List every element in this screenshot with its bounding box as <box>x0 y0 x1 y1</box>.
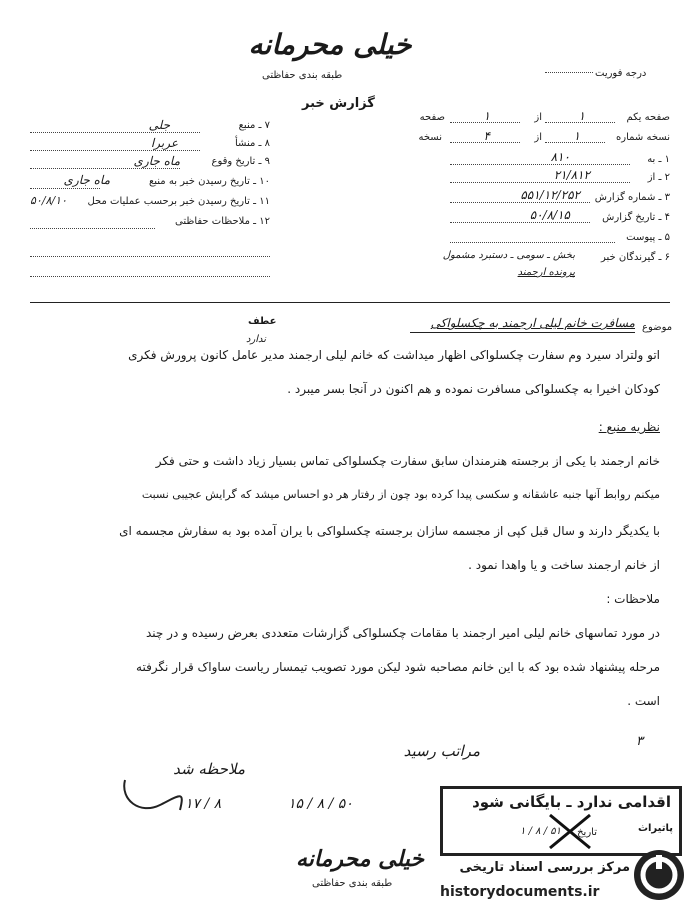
field-source: ۷ ـ منبع جلی <box>30 120 270 140</box>
header-divider <box>30 302 670 303</box>
stamp-date-label: تاریخ <box>577 827 597 838</box>
note-date: ۱۵ / ۸ / ۵۰ <box>288 796 353 812</box>
field-recipients: ۶ ـ گیرندگان خبر بخش ـ سومی ـ دستبرد مشمول <box>442 250 670 263</box>
priority-label: درجه فوریت <box>595 68 647 79</box>
subject-underline <box>410 332 635 333</box>
document-title: گزارش خبر <box>302 96 375 111</box>
stamp-date-value: ۵۱ / ۸ / ۱ <box>520 826 561 837</box>
field-to: ۱ ـ به ۸۱۰ <box>390 154 670 172</box>
field-copy: نسخه شماره ۱ از ۴ نسخه <box>418 129 670 143</box>
field-origin: ۸ ـ منشأ عربرا <box>30 138 270 158</box>
field-occurrence-date: ۹ ـ تاریخ وقوع ماه جاری <box>30 156 270 176</box>
archive-logo-icon <box>634 850 684 900</box>
body-line: از خانم ارجمند ساخت و یا واهدا نمود . <box>468 558 660 572</box>
body-line: با یکدیگر دارند و سال قبل کپی از مجسمه سازان برجسته چکسلواکی با یران آمده بود به سفارش مجسمه ای <box>119 524 660 538</box>
field-source-receipt-date: ۱۰ ـ تاریخ رسیدن خبر به منبع ماه جاری <box>30 176 270 196</box>
field-report-number: ۳ ـ شماره گزارش ۵۵۱/۱۲/۲۵۲ <box>390 192 670 210</box>
security-level-label: طبقه بندی حفاظتی <box>262 70 343 81</box>
subject-text: مسافرت خانم لیلی ارجمند به چکسلواکی <box>430 316 635 330</box>
handwritten-note: مراتب رسید <box>403 742 480 760</box>
stamp-text: اقدامی ندارد ـ بایگانی شود <box>472 793 671 811</box>
body-line: کودکان اخیرا به چکسلواکی مسافرت نموده و هم اکنون در آنجا بسر میبرد . <box>287 382 660 396</box>
priority-dots <box>545 72 593 73</box>
stamp-cross-mark <box>545 810 595 852</box>
field-attachment: ۵ ـ پیوست <box>390 232 670 250</box>
source-opinion-heading: نظریه منبع : <box>598 420 660 434</box>
reference-value: ندارد <box>246 334 267 345</box>
field-page: صفحه یکم ۱ از ۱ صفحه <box>419 109 670 123</box>
signature-scribble <box>120 770 190 820</box>
page-mark: ۳ <box>636 734 643 749</box>
body-line: اتو ولتراد سیرد وم سفارت چکسلواکی اظهار میداشت که خانم لیلی ارجمند مدیر عامل کانون پرورش فکری <box>128 348 660 362</box>
field-recipients-cont: پرونده ارجمند <box>517 267 575 278</box>
classification-top: خیلی محرمانه <box>248 28 412 61</box>
body-line: میکنم روابط آنها جنبه عاشقانه و سکسی پیدا کرده بود چون از رفتار هر دو احساس میشد که گرایش عجیبی نسبت <box>141 488 660 501</box>
field-from: ۲ ـ از ۲۱/۸۱۲ <box>390 172 670 190</box>
field-security-notes: ۱۲ ـ ملاحظات حفاظتی <box>30 216 270 236</box>
body-line: در مورد تماسهای خانم لیلی امیر ارجمند با مقامات چکسلواکی گزارشات متعددی بعرض رسیده و در چند <box>146 626 660 640</box>
field-report-date: ۴ ـ تاریخ گزارش ۵۰/۸/۱۵ <box>390 212 670 230</box>
reviewed-date: ۱۷ / ۸ <box>185 796 222 812</box>
body-line: خانم ارجمند با یکی از برجسته هنرمندان سابق سفارت چکسلواکی تماس بسیار زیاد داشت و حتی فکر <box>155 454 660 468</box>
stamp-side: پاتیراث <box>637 823 673 834</box>
reviewed-signature: ملاحظه شد <box>173 760 245 778</box>
footer-level-label: طبقه بندی حفاظتی <box>312 878 393 889</box>
watermark-org: مرکز بررسی اسناد تاریخی <box>459 860 630 875</box>
remarks-heading: ملاحظات : <box>606 592 660 606</box>
subject-label: موضوع <box>642 322 673 333</box>
body-line: است . <box>627 694 660 708</box>
watermark-url: historydocuments.ir <box>440 884 600 900</box>
field-ops-receipt-date: ۱۱ ـ تاریخ رسیدن خبر برحسب عملیات محل ۵۰/۸/۱۰ <box>30 194 270 207</box>
body-line: مرحله پیشنهاد شده بود که با این خانم مصاحبه شود لیکن مورد تصویب تیمسار ریاست ساواک قرار نگرفته <box>136 660 660 674</box>
reference-label: عطف <box>248 316 277 327</box>
classification-bottom: خیلی محرمانه <box>295 846 425 872</box>
